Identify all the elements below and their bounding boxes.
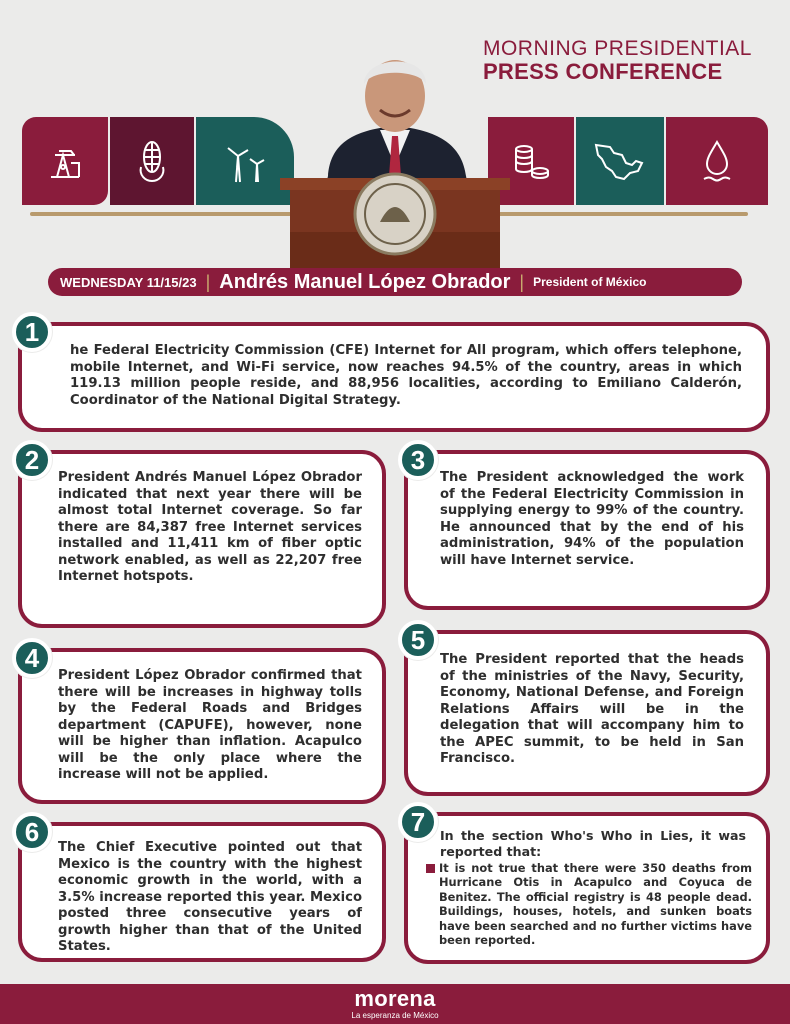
point-number-1: 1 [12,312,52,352]
point-number-5: 5 [398,620,438,660]
banner-tile-water [666,117,768,205]
president-name: Andrés Manuel López Obrador [219,270,511,293]
point-intro-7: In the section Who's Who in Lies, it was reported that: [440,828,746,859]
banner-tile-map [576,117,664,205]
conference-date: WEDNESDAY 11/15/23 [60,274,197,290]
point-number-6: 6 [12,812,52,852]
wind-turbine-icon [222,138,268,184]
title-line-2: PRESS CONFERENCE [482,59,723,85]
point-text-5: The President reported that the heads of the ministries of the Navy, Security, Economy, National Defense, and Foreign Relations Affairs will be in the delegation that will accompany him to the APEC summit, to be held in San Francisco. [440,652,744,766]
point-number-2: 2 [12,440,52,480]
point-text-4: President López Obrador confirmed that there will be increases in highway tolls by the Federal Roads and Bridges department (CAPUFE), however, none will be higher than inflation. Acapulco will be the only place where the increase will not be applied. [58,668,362,782]
page-title [483,38,752,83]
point-number-7: 7 [398,802,438,842]
title-line-1: MORNING PRESIDENTIAL [482,37,752,60]
separator: | [519,271,525,292]
mexico-map-icon [594,141,646,181]
water-drop-icon [700,139,734,183]
separator: | [205,271,211,292]
oil-pump-icon [45,141,85,181]
footer [0,984,790,1024]
banner-tile-corn [110,117,194,205]
point-text-3: The President acknowledged the work of the Federal Electricity Commission in supplying energy to 99% of the country. He announced that by the end of his administration, 94% of the population will have Internet service. [440,470,744,568]
banner-tile-oil [22,117,108,205]
point-bullet-7 [426,861,752,947]
point-number-4: 4 [12,638,52,678]
point-number-3: 3 [398,440,438,480]
footer-brand-logo: morena [354,986,436,1011]
corn-icon [135,139,169,183]
point-bullet-text-7: It is not true that there were 350 deaths from Hurricane Otis in Acapulco and Coyuca de Benitez. The official registry is 48 people dead. Buildings, houses, hotels, and sunken boats have been searched and no further victims have been reported. [439,861,752,948]
president-podium-photo [280,26,510,274]
point-text-2: President Andrés Manuel López Obrador indicated that next year there will be almost total Internet coverage. So far there are 84,387 free Internet services installed and 11,411 km of fiber optic network enabled, as well as 22,207 free Internet hotspots. [58,470,362,584]
coins-icon [510,141,552,181]
point-text-1: he Federal Electricity Commission (CFE) Internet for All program, which offers telephone, mobile Internet, and Wi-Fi service, now reaches 94.5% of the country, areas in which 119.13 million people reside, and 88,956 localities, according to Emiliano Calderón, Coordinator of the National Digital Strategy. [70,343,742,408]
president-role: President of México [533,275,647,289]
footer-tagline: La esperanza de México [351,1011,439,1020]
date-bar [48,268,742,296]
point-text-6: The Chief Executive pointed out that Mexico is the country with the highest economic growth in the world, with a 3.5% increase reported this year. Mexico posted three consecutive years of growth higher than that of the United States. [58,840,362,954]
bullet-square-icon [426,864,435,873]
